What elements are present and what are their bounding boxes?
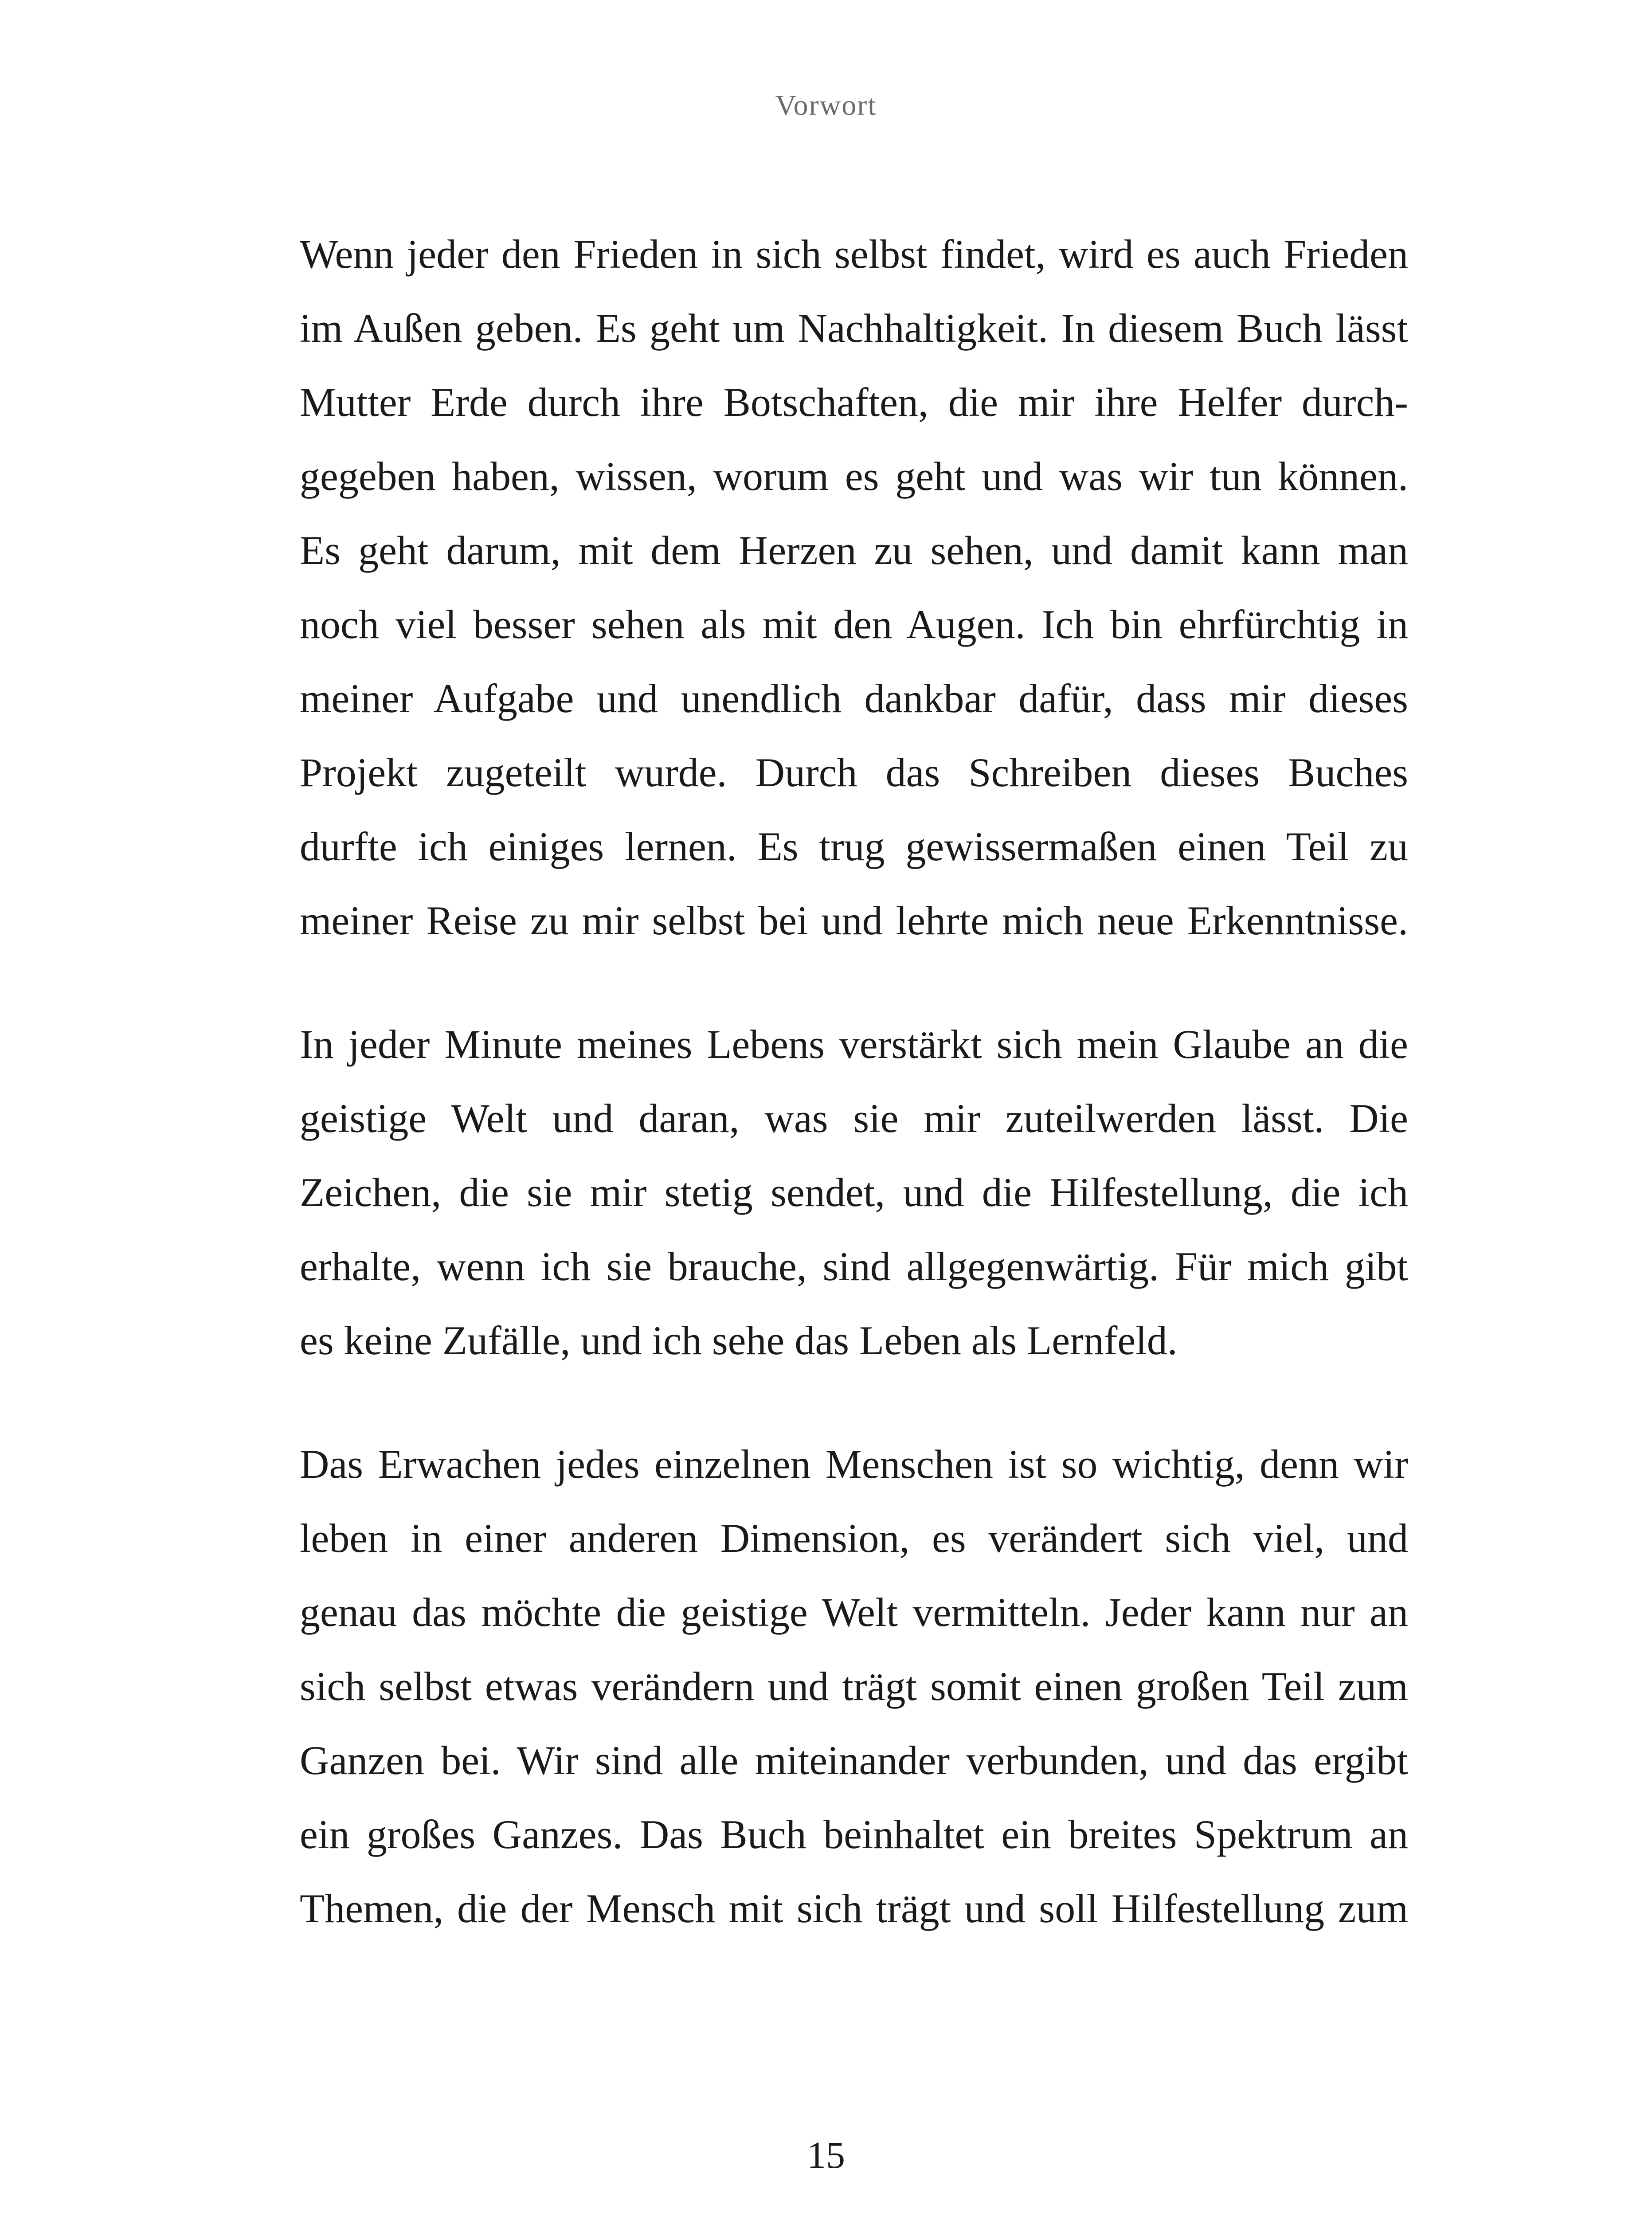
text-line: In jeder Minute meines Lebens verstärkt sich mein Glaube an die xyxy=(300,1022,1408,1067)
running-header: Vorwort xyxy=(775,89,877,121)
text-line: Ganzen bei. Wir sind alle miteinander verbunden, und das ergibt xyxy=(300,1738,1408,1783)
text-line: meiner Reise zu mir selbst bei und lehrte mich neue Erkenntnisse. xyxy=(300,898,1408,943)
text-line: durfte ich einiges lernen. Es trug gewissermaßen einen Teil zu xyxy=(300,824,1408,869)
paragraph-gap xyxy=(300,1378,1408,1427)
text-line: Es geht darum, mit dem Herzen zu sehen, und damit kann man xyxy=(300,528,1408,573)
text-line: meiner Aufgabe und unendlich dankbar dafür, dass mir dieses xyxy=(300,676,1408,721)
text-line: es keine Zufälle, und ich sehe das Leben als Lernfeld. xyxy=(300,1318,1178,1363)
text-line: gegeben haben, wissen, worum es geht und was wir tun können. xyxy=(300,454,1408,499)
text-line: Wenn jeder den Frieden in sich selbst findet, wird es auch Frieden xyxy=(300,231,1408,277)
text-line: genau das möchte die geistige Welt vermitteln. Jeder kann nur an xyxy=(300,1590,1408,1635)
text-line: Themen, die der Mensch mit sich trägt und soll Hilfestellung zum xyxy=(300,1886,1408,1931)
text-line: im Außen geben. Es geht um Nachhaltigkeit. In diesem Buch lässt xyxy=(300,306,1408,351)
text-line: erhalte, wenn ich sie brauche, sind allgegenwärtig. Für mich gibt xyxy=(300,1244,1408,1289)
text-line: noch viel besser sehen als mit den Augen. Ich bin ehrfürchtig in xyxy=(300,602,1408,647)
text-line: sich selbst etwas verändern und trägt somit einen großen Teil zum xyxy=(300,1664,1408,1709)
page-number: 15 xyxy=(807,2134,845,2176)
text-line: geistige Welt und daran, was sie mir zuteilwerden lässt. Die xyxy=(300,1096,1408,1141)
text-line: Projekt zugeteilt wurde. Durch das Schreiben dieses Buches xyxy=(300,750,1408,795)
text-line: leben in einer anderen Dimension, es verändert sich viel, und xyxy=(300,1516,1408,1561)
paragraph-3 xyxy=(300,1427,1408,1946)
text-line: ein großes Ganzes. Das Buch beinhaltet ein breites Spektrum an xyxy=(300,1812,1408,1857)
text-line: Zeichen, die sie mir stetig sendet, und die Hilfestellung, die ich xyxy=(300,1170,1408,1215)
paragraph-1 xyxy=(300,217,1408,958)
paragraph-2 xyxy=(300,1007,1408,1378)
text-line: Mutter Erde durch ihre Botschaften, die mir ihre Helfer durch- xyxy=(300,380,1408,425)
text-line: Das Erwachen jedes einzelnen Menschen ist so wichtig, denn wir xyxy=(300,1441,1408,1487)
body-text xyxy=(300,217,1408,1946)
paragraph-gap xyxy=(300,958,1408,1007)
